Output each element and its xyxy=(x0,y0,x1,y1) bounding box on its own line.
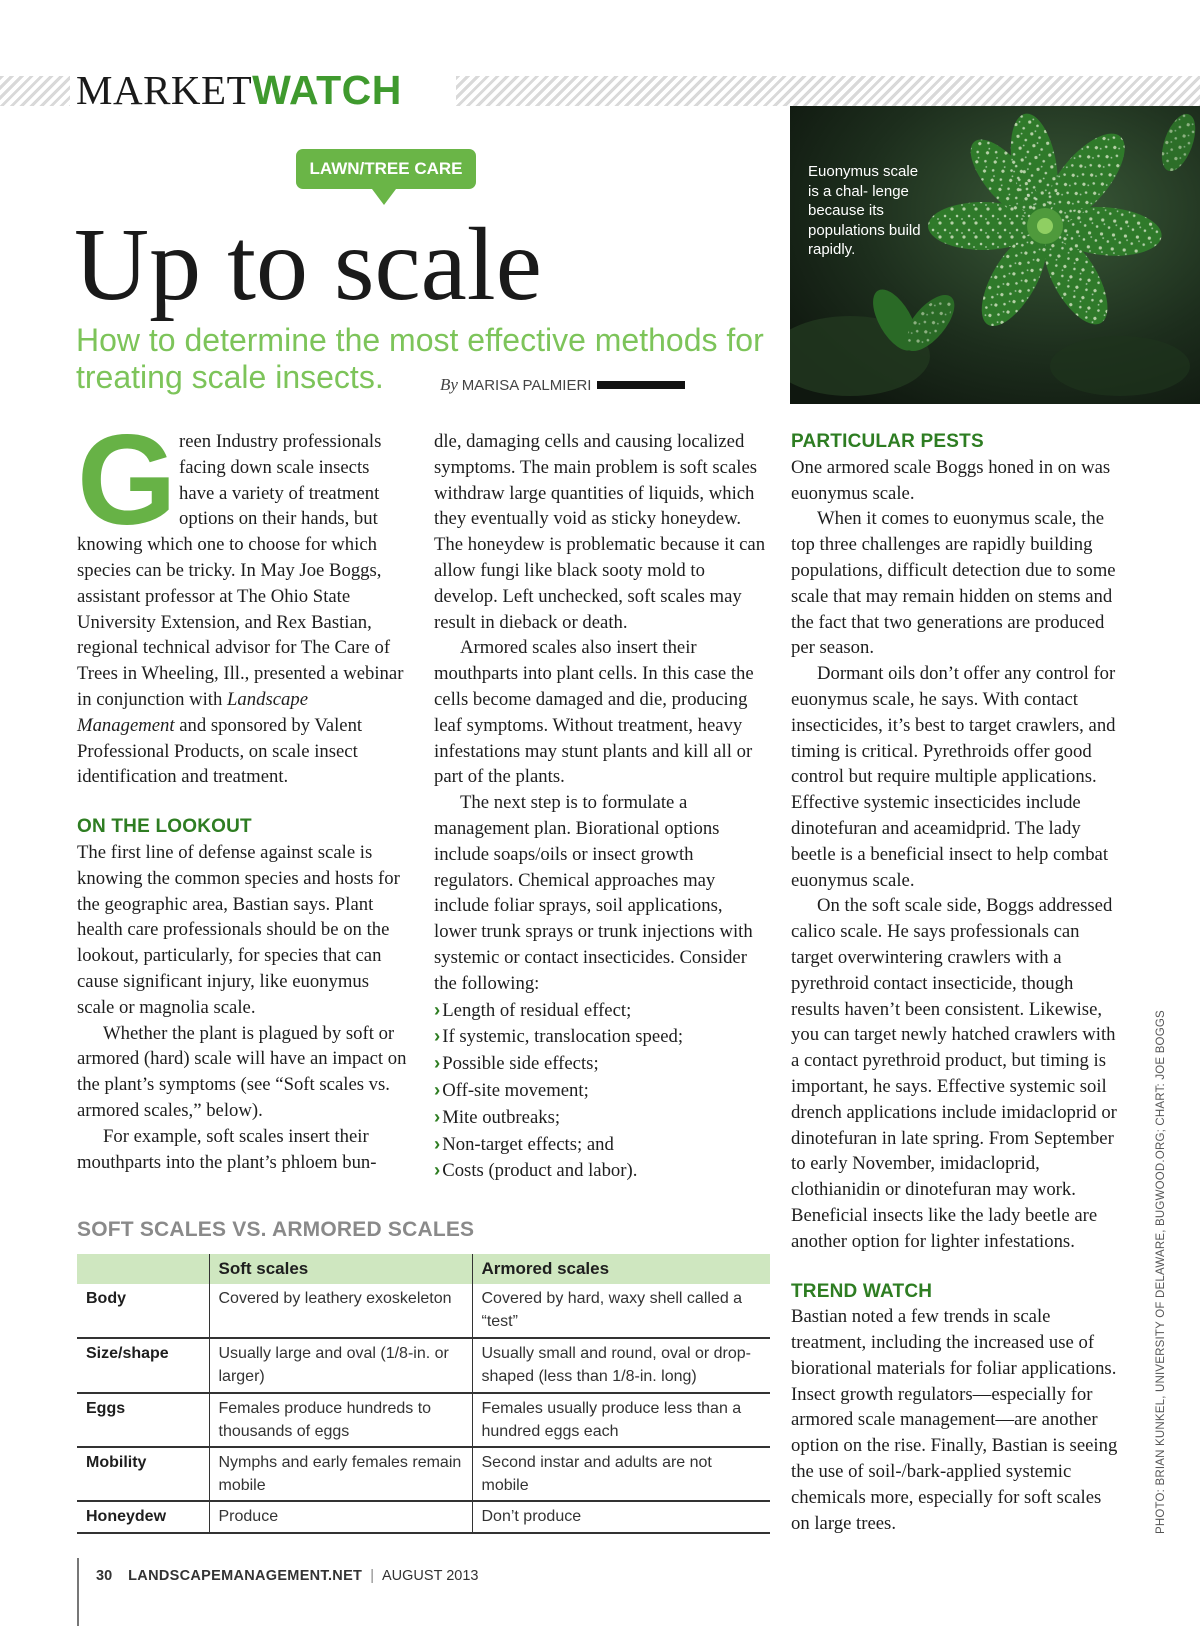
footer-date: AUGUST 2013 xyxy=(382,1568,479,1584)
row-label: Size/shape xyxy=(77,1338,209,1393)
paragraph: The next step is to formulate a management plan. Biorational options include soaps/oils or insect growth regulators. Chemical approaches may include foliar sprays, soil applications, lower trunk sprays or trunk injections with systemic or contact insecticides. Consider the following: xyxy=(434,792,753,994)
paragraph: dle, damaging cells and causing localized symptoms. The main problem is soft scales withdraw large quantities of liquids, which they eventually void as sticky honeydew. The honeydew is problematic because it can allow fungi like black sooty mold to develop. Left unchecked, soft scales may result in dieback or death. xyxy=(434,431,766,633)
paragraph: The first line of defense against scale is knowing the common species and hosts for the geographic area, Bastian says. Plant health care professionals should be on the lookout, particularly, for species that can cause significant injury, like euonymus scale or magnolia scale. xyxy=(77,841,400,1018)
article-column-2 xyxy=(434,429,769,1184)
drop-cap: G xyxy=(77,409,177,552)
table-header-row xyxy=(77,1254,770,1284)
row-label: Eggs xyxy=(77,1393,209,1447)
byline-by: By xyxy=(440,375,458,394)
soft-cell: Covered by leathery exoskeleton xyxy=(209,1284,472,1338)
list-item-text: Costs (product and labor). xyxy=(442,1160,638,1182)
footer-site: LANDSCAPEMANAGEMENT.NET xyxy=(128,1568,363,1584)
chevron-right-icon: › xyxy=(434,1078,441,1100)
list-item xyxy=(434,1050,769,1077)
header-stripe-right xyxy=(456,76,1200,106)
footer-rule xyxy=(77,1558,79,1626)
list-item-text: Possible side effects; xyxy=(442,1053,599,1075)
category-tag-pointer xyxy=(372,189,396,205)
photo-credit: PHOTO: BRIAN KUNKEL, UNIVERSITY OF DELAWARE, BUGWOOD.ORG; CHART: JOE BOGGS xyxy=(1155,1010,1167,1534)
photo-caption: Euonymus scale is a chal- lenge because its populations build rapidly. xyxy=(808,163,921,258)
armored-cell: Don’t produce xyxy=(472,1501,770,1533)
masthead-watch: WATCH xyxy=(252,67,402,113)
list-item-text: If systemic, translocation speed; xyxy=(442,1026,684,1048)
list-item xyxy=(434,1131,769,1158)
article-deck: How to determine the most effective methods for treating scale insects. xyxy=(76,322,764,395)
paragraph: When it comes to euonymus scale, the top three challenges are rapidly building populations, difficult detection due to some scale that may remain hidden on stems and the fact that two generations are produced per season. xyxy=(791,508,1116,659)
list-item xyxy=(434,1104,769,1131)
masthead-market: MARKET xyxy=(76,67,253,113)
list-item-text: Length of residual effect; xyxy=(442,999,632,1021)
article-column-3 xyxy=(791,429,1121,1536)
row-label: Mobility xyxy=(77,1447,209,1501)
subhead-trend-watch: TREND WATCH xyxy=(791,1280,933,1302)
table-header-armored: Armored scales xyxy=(472,1254,770,1284)
armored-cell: Females usually produce less than a hundred eggs each xyxy=(472,1393,770,1447)
byline-rule xyxy=(597,381,685,389)
intro-text: reen Industry professionals facing down scale insects have a variety of treatment options on their hands, but knowing which one to choose for which species can be tricky. In May Joe Boggs, assistant professor at The Ohio State University Extension, and Rex Bastian, regional technical advisor for The Care of Trees in Wheeling, Ill., presented a webinar in conjunction with xyxy=(77,431,404,710)
table-row xyxy=(77,1393,770,1447)
table-row xyxy=(77,1338,770,1393)
table-row xyxy=(77,1501,770,1533)
considerations-list xyxy=(434,997,769,1185)
row-label: Honeydew xyxy=(77,1501,209,1533)
publication-name: Landscape Management xyxy=(77,688,308,736)
armored-cell: Second instar and adults are not mobile xyxy=(472,1447,770,1501)
soft-cell: Nymphs and early females remain mobile xyxy=(209,1447,472,1501)
list-item xyxy=(434,1077,769,1104)
article-column-1 xyxy=(77,409,407,1175)
page-footer xyxy=(96,1568,478,1584)
paragraph: For example, soft scales insert their mouthparts into the plant’s phloem bun- xyxy=(77,1125,377,1173)
page-number: 30 xyxy=(96,1568,113,1584)
armored-cell: Covered by hard, waxy shell called a “test” xyxy=(472,1284,770,1338)
section-masthead xyxy=(76,66,402,114)
paragraph: Armored scales also insert their mouthparts into plant cells. In this case the cells become damaged and die, producing leaf symptoms. Without treatment, heavy infestations may stunt plants and kill all or part of the plants. xyxy=(434,637,754,788)
list-item xyxy=(434,997,769,1024)
intro-paragraph xyxy=(77,409,407,790)
chevron-right-icon: › xyxy=(434,1132,441,1154)
chevron-right-icon: › xyxy=(434,1105,441,1127)
list-item-text: Off-site movement; xyxy=(442,1079,589,1101)
list-item xyxy=(434,1023,769,1050)
intro-text-end: and sponsored by Valent Professional Products, on scale insect identification and treatment. xyxy=(77,714,363,788)
byline-author: MARISA PALMIERI xyxy=(461,377,592,394)
table-header-cell xyxy=(77,1254,209,1284)
list-item-text: Mite outbreaks; xyxy=(442,1106,561,1128)
table-row xyxy=(77,1447,770,1501)
table-title: SOFT SCALES VS. ARMORED SCALES xyxy=(77,1218,475,1241)
paragraph: Bastian noted a few trends in scale treatment, including the increased use of biorational materials for foliar applications. Insect growth regulators—especially for armored scale management—are another option on the rise. Finally, Bastian is seeing the use of soil-/bark-applied systemic chemicals more, especially for soft scales on large trees. xyxy=(791,1306,1118,1534)
paragraph: On the soft scale side, Boggs addressed calico scale. He says professionals can target overwintering crawlers with a pyrethroid contact insecticide, though results haven’t been consistent. Likewise, you can target newly hatched crawlers with a contact pyrethroid product, but timing is important, he says. Effective systemic soil drench applications include imidacloprid or dinotefuran in late spring. From September to early November, imidacloprid, clothianidin or dinotefuran may work. Beneficial insects like the lady beetle are another option for lighter infestations. xyxy=(791,895,1117,1252)
table-header-soft: Soft scales xyxy=(209,1254,472,1284)
footer-separator: | xyxy=(370,1568,374,1584)
armored-cell: Usually small and round, oval or drop-shaped (less than 1/8-in. long) xyxy=(472,1338,770,1393)
table-row xyxy=(77,1284,770,1338)
chevron-right-icon: › xyxy=(434,1159,441,1181)
subhead-on-the-lookout: ON THE LOOKOUT xyxy=(77,816,252,838)
chevron-right-icon: › xyxy=(434,1052,441,1074)
list-item-text: Non-target effects; and xyxy=(442,1133,614,1155)
soft-cell: Females produce hundreds to thousands of eggs xyxy=(209,1393,472,1447)
byline xyxy=(440,375,591,395)
scale-comparison-table xyxy=(77,1254,770,1534)
subhead-particular-pests: PARTICULAR PESTS xyxy=(791,431,984,452)
list-item xyxy=(434,1157,769,1184)
paragraph: One armored scale Boggs honed in on was euonymus scale. xyxy=(791,456,1111,504)
category-tag: LAWN/TREE CARE xyxy=(296,149,476,189)
soft-cell: Produce xyxy=(209,1501,472,1533)
row-label: Body xyxy=(77,1284,209,1338)
paragraph: Whether the plant is plagued by soft or armored (hard) scale will have an impact on the plant’s symptoms (see “Soft scales vs. armored scales,” below). xyxy=(77,1022,407,1121)
chevron-right-icon: › xyxy=(434,1025,441,1047)
article-title: Up to scale xyxy=(74,207,542,322)
header-stripe-left xyxy=(0,76,70,106)
soft-cell: Usually large and oval (1/8-in. or larger) xyxy=(209,1338,472,1393)
chevron-right-icon: › xyxy=(434,998,441,1020)
paragraph: Dormant oils don’t offer any control for euonymus scale, he says. With contact insecticides, it’s best to target crawlers, and timing is critical. Pyrethroids offer good control but require multiple applications. Effective systemic insecticides include dinotefuran and aceamidprid. The lady beetle is a beneficial insect to help combat euonymus scale. xyxy=(791,663,1116,891)
